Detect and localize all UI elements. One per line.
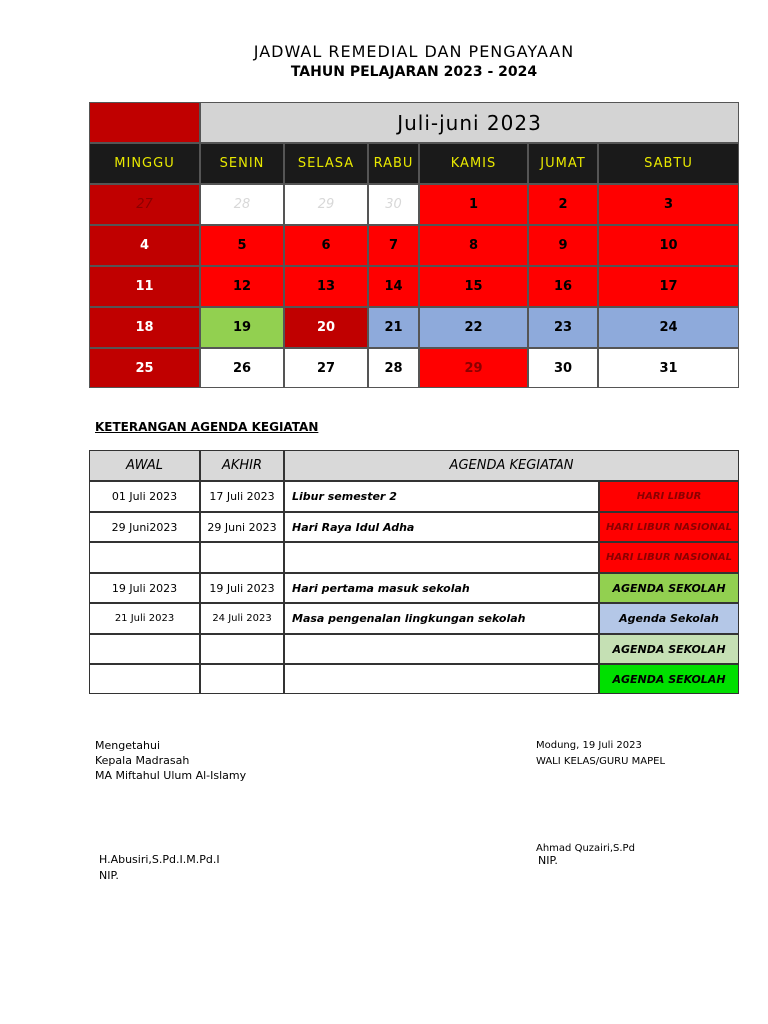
agenda-col-awal: AWAL bbox=[89, 450, 200, 481]
agenda-status: AGENDA SEKOLAH bbox=[599, 634, 739, 664]
calendar-day: 27 bbox=[284, 348, 368, 388]
calendar-day: 22 bbox=[419, 307, 528, 348]
calendar-day: 28 bbox=[200, 184, 284, 225]
agenda-awal bbox=[89, 542, 200, 573]
calendar-day: 8 bbox=[419, 225, 528, 266]
calendar-day: 19 bbox=[200, 307, 284, 348]
day-header-sabtu: SABTU bbox=[598, 143, 739, 184]
calendar-day: 3 bbox=[598, 184, 739, 225]
calendar-day: 10 bbox=[598, 225, 739, 266]
agenda-status: AGENDA SEKOLAH bbox=[599, 573, 739, 603]
agenda-awal: 19 Juli 2023 bbox=[89, 573, 200, 603]
agenda-status: HARI LIBUR bbox=[599, 481, 739, 512]
agenda-status: HARI LIBUR NASIONAL bbox=[599, 512, 739, 542]
calendar-day: 9 bbox=[528, 225, 598, 266]
calendar-day: 29 bbox=[419, 348, 528, 388]
agenda-status: HARI LIBUR NASIONAL bbox=[599, 542, 739, 573]
calendar-day: 2 bbox=[528, 184, 598, 225]
sig-right-place-date: Modung, 19 Juli 2023 bbox=[536, 740, 642, 751]
sig-left-line2: Kepala Madrasah bbox=[95, 754, 190, 767]
agenda-status: AGENDA SEKOLAH bbox=[599, 664, 739, 694]
agenda-kegiatan: Masa pengenalan lingkungan sekolah bbox=[284, 603, 599, 634]
agenda-akhir: 17 Juli 2023 bbox=[200, 481, 284, 512]
agenda-akhir: 19 Juli 2023 bbox=[200, 573, 284, 603]
day-header-selasa: SELASA bbox=[284, 143, 368, 184]
agenda-heading: KETERANGAN AGENDA KEGIATAN bbox=[95, 420, 319, 434]
calendar-day: 14 bbox=[368, 266, 419, 307]
agenda-kegiatan: Hari pertama masuk sekolah bbox=[284, 573, 599, 603]
calendar-day: 27 bbox=[89, 184, 200, 225]
document-title: JADWAL REMEDIAL DAN PENGAYAAN bbox=[253, 42, 575, 61]
calendar-day: 21 bbox=[368, 307, 419, 348]
calendar-day: 15 bbox=[419, 266, 528, 307]
agenda-kegiatan bbox=[284, 664, 599, 694]
calendar-day: 24 bbox=[598, 307, 739, 348]
agenda-awal: 21 Juli 2023 bbox=[89, 603, 200, 634]
sig-right-name: Ahmad Quzairi,S.Pd bbox=[536, 843, 635, 854]
calendar-day: 1 bbox=[419, 184, 528, 225]
sig-right-role: WALI KELAS/GURU MAPEL bbox=[536, 756, 666, 767]
sig-left-nip: NIP. bbox=[99, 869, 119, 882]
calendar-day: 12 bbox=[200, 266, 284, 307]
agenda-akhir: 29 Juni 2023 bbox=[200, 512, 284, 542]
day-header-senin: SENIN bbox=[200, 143, 284, 184]
agenda-awal bbox=[89, 664, 200, 694]
calendar-day: 16 bbox=[528, 266, 598, 307]
agenda-awal bbox=[89, 634, 200, 664]
calendar-day: 30 bbox=[528, 348, 598, 388]
agenda-kegiatan bbox=[284, 634, 599, 664]
calendar-day: 20 bbox=[284, 307, 368, 348]
day-header-rabu: RABU bbox=[368, 143, 419, 184]
sig-left-line3: MA Miftahul Ulum Al-Islamy bbox=[95, 769, 247, 782]
agenda-kegiatan: Hari Raya Idul Adha bbox=[284, 512, 599, 542]
sig-left-name: H.Abusiri,S.Pd.I.M.Pd.I bbox=[99, 853, 220, 866]
calendar-day: 17 bbox=[598, 266, 739, 307]
sig-right-nip: NIP. bbox=[538, 854, 558, 867]
calendar-corner bbox=[89, 102, 200, 143]
document-subtitle: TAHUN PELAJARAN 2023 - 2024 bbox=[290, 64, 538, 80]
agenda-awal: 29 Juni2023 bbox=[89, 512, 200, 542]
day-header-jumat: JUMAT bbox=[528, 143, 598, 184]
agenda-awal: 01 Juli 2023 bbox=[89, 481, 200, 512]
agenda-akhir bbox=[200, 634, 284, 664]
calendar-day: 5 bbox=[200, 225, 284, 266]
agenda-status: Agenda Sekolah bbox=[599, 603, 739, 634]
agenda-kegiatan: Libur semester 2 bbox=[284, 481, 599, 512]
calendar-day: 18 bbox=[89, 307, 200, 348]
day-header-minggu: MINGGU bbox=[89, 143, 200, 184]
calendar-day: 23 bbox=[528, 307, 598, 348]
sig-left-line1: Mengetahui bbox=[95, 739, 161, 752]
calendar-day: 7 bbox=[368, 225, 419, 266]
agenda-akhir: 24 Juli 2023 bbox=[200, 603, 284, 634]
agenda-col-akhir: AKHIR bbox=[200, 450, 284, 481]
calendar-day: 13 bbox=[284, 266, 368, 307]
calendar-day: 28 bbox=[368, 348, 419, 388]
day-header-kamis: KAMIS bbox=[419, 143, 528, 184]
calendar-day: 25 bbox=[89, 348, 200, 388]
calendar-day: 11 bbox=[89, 266, 200, 307]
calendar-day: 26 bbox=[200, 348, 284, 388]
agenda-akhir bbox=[200, 542, 284, 573]
calendar-day: 4 bbox=[89, 225, 200, 266]
signature-left-block bbox=[95, 738, 246, 783]
agenda-akhir bbox=[200, 664, 284, 694]
calendar-day: 31 bbox=[598, 348, 739, 388]
agenda-col-kegiatan: AGENDA KEGIATAN bbox=[284, 450, 739, 481]
agenda-kegiatan bbox=[284, 542, 599, 573]
calendar-day: 30 bbox=[368, 184, 419, 225]
calendar-month-label: Juli-juni 2023 bbox=[200, 102, 739, 143]
calendar-day: 6 bbox=[284, 225, 368, 266]
calendar-day: 29 bbox=[284, 184, 368, 225]
